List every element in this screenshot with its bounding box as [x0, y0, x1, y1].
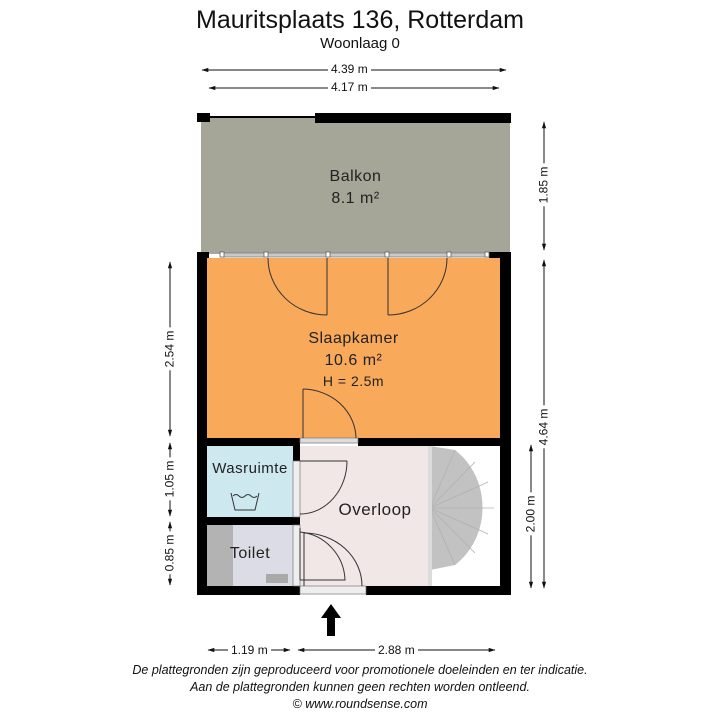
washing-icon	[231, 493, 259, 510]
wasruimte-door	[300, 461, 347, 514]
slaapkamer-height: H = 2.5m	[322, 373, 385, 389]
spiral-stair-icon	[428, 446, 494, 586]
overloop-name: Overloop	[338, 500, 412, 519]
slaapkamer-area: 10.6 m²	[324, 352, 383, 369]
slaapkamer-name: Slaapkamer	[308, 330, 399, 347]
dim-left-slaapkamer: 2.54 m	[162, 328, 176, 371]
disclaimer-line-1: De plattegronden zijn geproduceerd voor promotionele doeleinden en ter indicatie.	[132, 663, 588, 677]
dim-right-balkon: 1.85 m	[536, 164, 550, 207]
toilet-name: Toilet	[229, 545, 271, 562]
dim-top-inner: 4.17 m	[328, 80, 371, 94]
page-title: Mauritsplaats 136, Rotterdam	[196, 6, 524, 34]
wasruimte-name: Wasruimte	[212, 460, 288, 477]
entrance-arrow-icon	[321, 604, 341, 636]
disclaimer-line-2: Aan de plattegronden kunnen geen rechten worden ontleend.	[190, 680, 530, 694]
balcony-doors	[268, 258, 447, 315]
dim-bottom-right: 2.88 m	[375, 643, 418, 657]
floor-level: Woonlaag 0	[320, 35, 400, 52]
front-door	[304, 533, 362, 586]
dim-left-wasruimte: 1.05 m	[162, 458, 176, 501]
dim-right-overloop: 2.00 m	[523, 493, 537, 536]
balkon-area: 8.1 m²	[331, 190, 380, 207]
copyright-link[interactable]: © www.roundsense.com	[292, 697, 428, 711]
balkon-name: Balkon	[329, 168, 382, 185]
dim-bottom-left: 1.19 m	[228, 643, 271, 657]
dim-left-toilet: 0.85 m	[162, 532, 176, 575]
slaapkamer-door	[303, 389, 356, 438]
dim-right-total: 4.64 m	[536, 406, 550, 449]
dim-top-outer: 4.39 m	[328, 62, 371, 76]
